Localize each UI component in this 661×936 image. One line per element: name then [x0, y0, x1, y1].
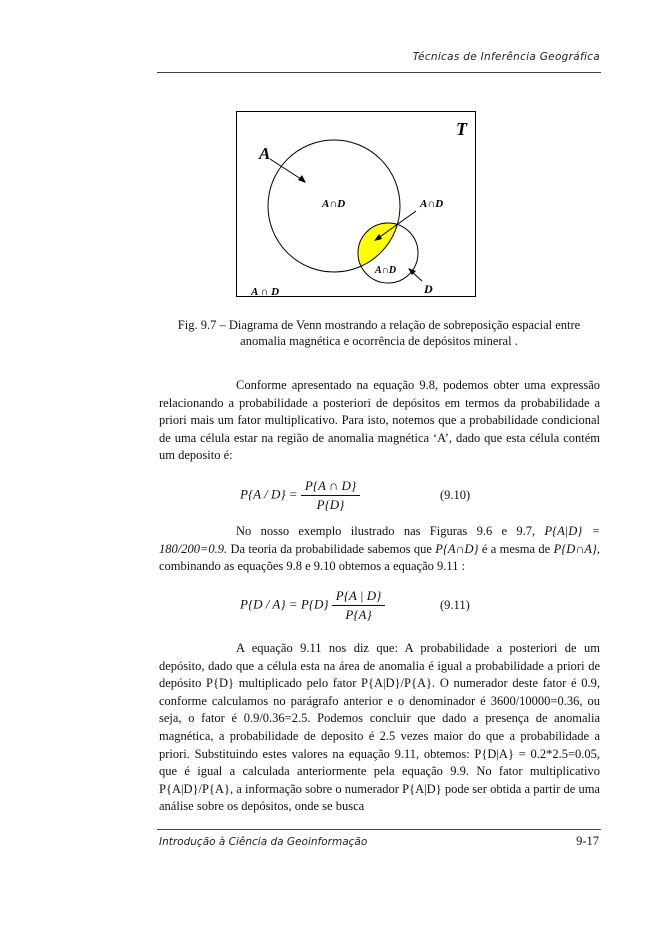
label-a-cap-d-right: A∩D [420, 198, 444, 210]
equation-number-9-10: (9.10) [440, 488, 471, 502]
eq1-lhs: P{A / D} = [240, 486, 298, 502]
paragraph-1: Conforme apresentado na equação 9.8, podemos obter uma expressão relacionando a probabilidade a posteriori de depósitos em termos da probabilidade a priori mais um fator multiplicativo. Para isto, notemos que a probabilidade condicional de uma célula estar na região de anomalia magnética ‘A’, dado que esta célula contém um deposito é: [159, 378, 600, 463]
equation-number-9-11: (9.11) [440, 598, 470, 612]
page-number: 9-17 [576, 834, 599, 848]
equation-9-11 [240, 588, 540, 623]
label-a-cap-d-upper: A∩D [322, 198, 346, 210]
footer-book-title: Introdução à Ciência da Geoinformação [159, 836, 368, 848]
p2-text-a: No nosso exemplo ilustrado nas Figuras 9.6 e 9.7, [236, 524, 536, 538]
paragraph-2 [159, 523, 600, 576]
figure-caption [148, 317, 610, 349]
p2-text-g: combinando as equações 9.8 e 9.10 obtemos a equação 9.11 : [159, 559, 466, 574]
p2-prob-d-cap-a: P{D∩A}, [553, 541, 601, 556]
venn-diagram [236, 111, 476, 297]
label-a-cap-d-lower: A∩D [375, 265, 397, 276]
header-rule [157, 72, 601, 73]
label-a: A [259, 144, 271, 163]
p2-text-e: é a mesma de [478, 541, 551, 556]
eq2-fraction [332, 588, 386, 623]
eq2-lhs: P{D / A} = P{D} [240, 596, 329, 612]
p2-text-c: Da teoria da probabilidade sabemos que [227, 541, 432, 556]
caption-line-1: Fig. 9.7 – Diagrama de Venn mostrando a relação de sobreposição espacial entre [177, 318, 581, 332]
paragraph-3: A equação 9.11 nos diz que: A probabilidade a posteriori de um depósito, dado que a célula esta na área de anomalia é igual a probabilidade a priori de depósito P{D} multiplicado pelo fator P{A|D}/P{A}. O numerador deste fator é 0.9, conforme calculamos no parágrafo anterior e o denominador é 3600/10000=0.36, ou seja, o fator é 0.9/0.36=2.5. Podemos concluir que dado a presença de anomalia magnética, a probabilidade de deposito é 2.5 vezes maior do que a probabilidade a priori. Substituindo estes valores na equação 9.11, obtemos: P{D|A} = 0.2*2.5=0.05, que é igual a calculada anteriormente pela equação 9.9. No fator multiplicativo P{A|D}/P{A}, a informação sobre o numerador P{A|D} pode ser obtida a partir de uma análise sobre os depósitos, onde se busca [159, 641, 600, 814]
label-d: D [424, 282, 433, 296]
equation-9-10 [240, 478, 540, 513]
running-header: Técnicas de Inferência Geográfica [412, 51, 600, 63]
label-outside: A ∩ D [251, 286, 280, 297]
eq2-denominator: P{A} [345, 607, 372, 622]
p2-prob-a-cap-d: P{A∩D} [435, 541, 479, 556]
eq1-fraction [301, 478, 360, 513]
eq2-numerator: P{A | D} [332, 588, 386, 606]
eq1-numerator: P{A ∩ D} [301, 478, 360, 496]
eq1-denominator: P{D} [316, 497, 345, 512]
caption-line-2: anomalia magnética e ocorrência de depósitos mineral . [240, 334, 518, 348]
p2-prob-a-given-d: P{A|D} = 180/200=0.9. [159, 524, 601, 556]
label-t: T [456, 119, 467, 139]
footer-rule [157, 829, 601, 830]
